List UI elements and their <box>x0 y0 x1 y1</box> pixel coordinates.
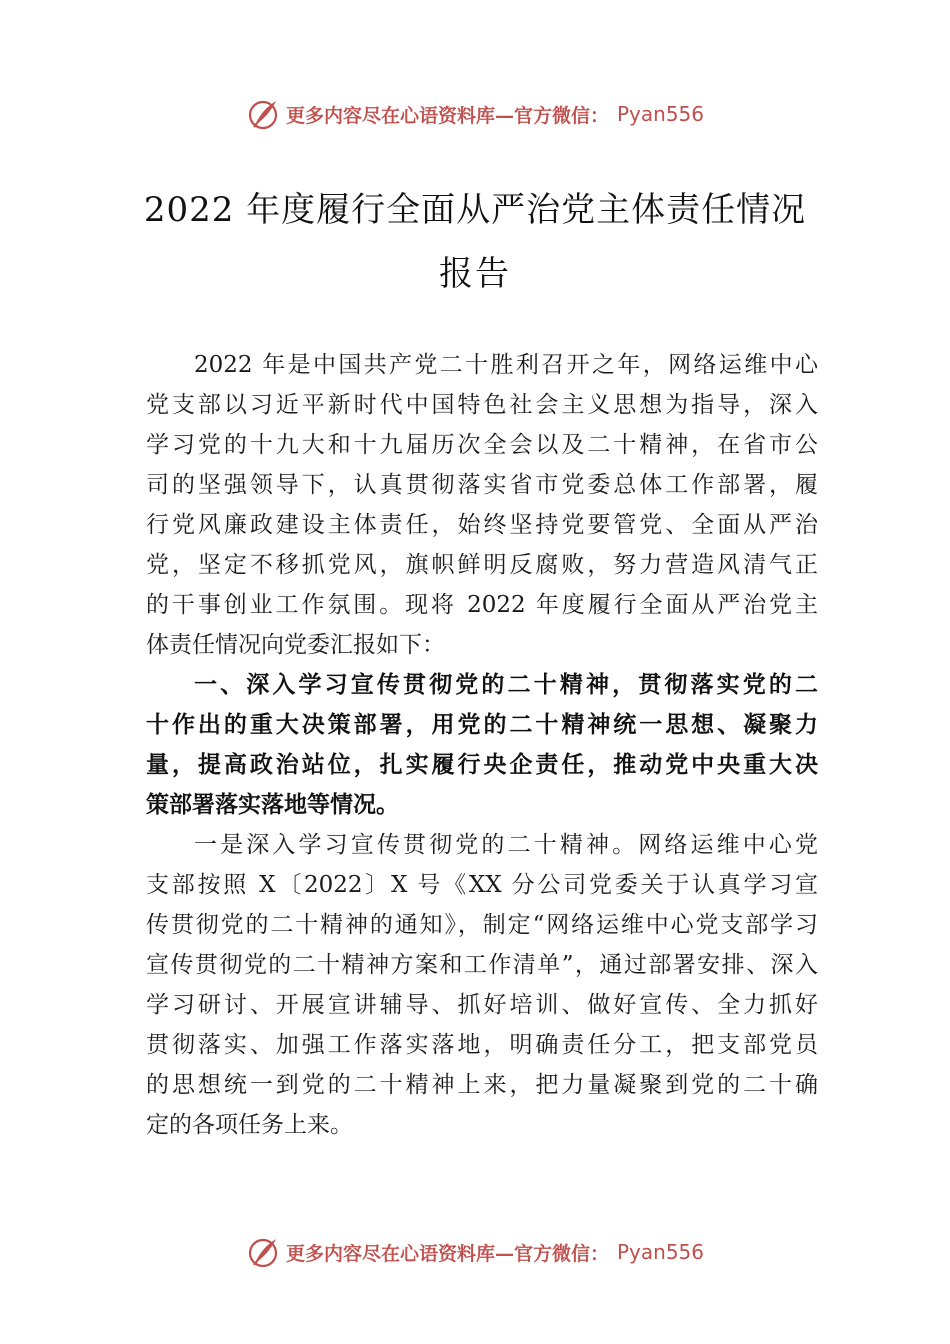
text-line: 贯彻落实、加强工作落实落地，明确责任分工，把支部党员 <box>146 1032 818 1058</box>
footer-watermark <box>0 1232 950 1272</box>
document-title-line-1: 2022 年度履行全面从严治党主体责任情况 <box>143 190 807 230</box>
text-line: 传贯彻党的二十精神的通知》，制定“网络运维中心党支部学习 <box>146 912 818 938</box>
text-line: 支部按照 X〔2022〕X 号《XX 分公司党委关于认真学习宣 <box>146 872 818 898</box>
document-body <box>146 345 818 1145</box>
text-line: 体责任情况向党委汇报如下： <box>146 632 445 658</box>
section-heading-1 <box>146 665 818 825</box>
watermark-text: 更多内容尽在心语资料库—官方微信： <box>285 104 609 127</box>
text-line: 学习党的十九大和十九届历次全会以及二十精神，在省市公 <box>146 432 818 458</box>
heading-line: 一、深入学习宣传贯彻党的二十精神，贯彻落实党的二 <box>194 672 818 698</box>
watermark-wechat-id: Pyan556 <box>617 102 705 126</box>
text-line: 行党风廉政建设主体责任，始终坚持党要管党、全面从严治 <box>146 512 818 538</box>
paragraph-study <box>146 825 818 1145</box>
heading-line: 十作出的重大决策部署，用党的二十精神统一思想、凝聚力 <box>146 712 818 738</box>
text-line: 的干事创业工作氛围。现将 2022 年度履行全面从严治党主 <box>146 592 818 618</box>
header-watermark <box>0 94 950 134</box>
text-line: 司的坚强领导下，认真贯彻落实省市党委总体工作部署，履 <box>146 472 818 498</box>
text-line: 2022 年是中国共产党二十胜利召开之年，网络运维中心 <box>194 352 818 378</box>
watermark-wechat-id: Pyan556 <box>617 1240 705 1264</box>
quill-logo-icon <box>246 97 280 131</box>
paragraph-intro <box>146 345 818 665</box>
text-line: 学习研讨、开展宣讲辅导、抓好培训、做好宣传、全力抓好 <box>146 992 818 1018</box>
watermark-text: 更多内容尽在心语资料库—官方微信： <box>285 1242 609 1265</box>
heading-line: 策部署落实落地等情况。 <box>146 792 399 818</box>
text-line: 党支部以习近平新时代中国特色社会主义思想为指导，深入 <box>146 392 818 418</box>
text-line: 一是深入学习宣传贯彻党的二十精神。网络运维中心党 <box>194 832 818 858</box>
text-line: 定的各项任务上来。 <box>146 1112 353 1138</box>
document-title-line-2: 报告 <box>439 254 511 294</box>
quill-logo-icon <box>246 1235 280 1269</box>
text-line: 党，坚定不移抓党风，旗帜鲜明反腐败，努力营造风清气正 <box>146 552 818 578</box>
text-line: 宣传贯彻党的二十精神方案和工作清单”，通过部署安排、深入 <box>146 952 818 978</box>
text-line: 的思想统一到党的二十精神上来，把力量凝聚到党的二十确 <box>146 1072 818 1098</box>
heading-line: 量，提高政治站位，扎实履行央企责任，推动党中央重大决 <box>146 752 818 778</box>
